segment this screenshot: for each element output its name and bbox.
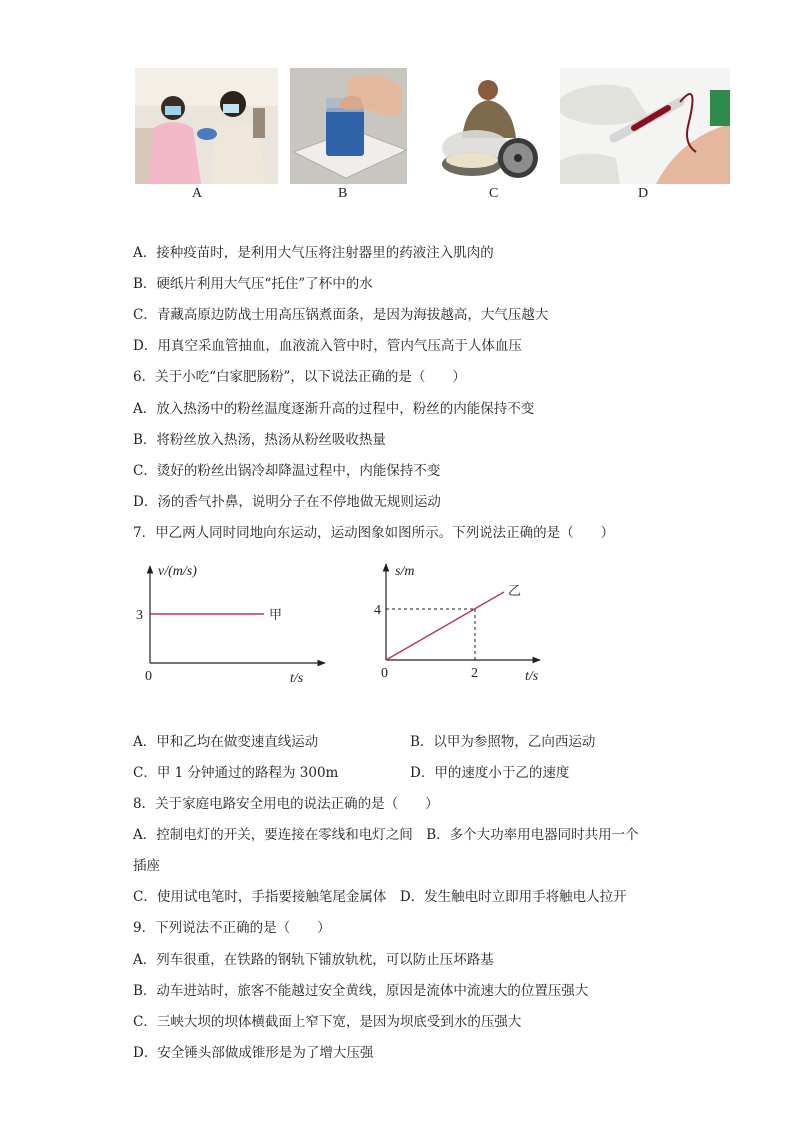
- q7-stem: 7．甲乙两人同时同地向东运动，运动图象如图所示。下列说法正确的是（ ）: [133, 525, 615, 541]
- q9-option-d: D．安全锤头部做成锥形是为了增大压强: [133, 1045, 374, 1061]
- q7-option-a: A．甲和乙均在做变速直线运动: [133, 734, 319, 750]
- vt-origin: 0: [145, 669, 152, 684]
- q6-option-a: A．放入热汤中的粉丝温度逐渐升高的过程中，粉丝的内能保持不变: [133, 401, 535, 417]
- q5-option-d: D．用真空采血管抽血，血液流入管中时，管内气压高于人体血压: [133, 338, 522, 354]
- st-series-label: 乙: [508, 584, 522, 599]
- photo-b-label: B: [338, 186, 348, 201]
- q8-stem: 8．关于家庭电路安全用电的说法正确的是（ ）: [133, 796, 439, 812]
- q6-option-b: B．将粉丝放入热汤，热汤从粉丝吸收热量: [133, 432, 386, 448]
- graph-velocity-time: [130, 558, 330, 688]
- st-x-tick: 2: [471, 666, 478, 681]
- vt-series-label: 甲: [269, 608, 283, 623]
- q9-option-a: A．列车很重，在铁路的钢轨下铺放轨枕，可以防止压坏路基: [133, 952, 494, 968]
- st-origin: 0: [381, 666, 388, 681]
- q5-option-b: B．硬纸片利用大气压“托住”了杯中的水: [133, 276, 373, 292]
- q7-option-c: C．甲 1 分钟通过的路程为 300m: [133, 765, 339, 781]
- photo-blood-draw: [560, 68, 730, 184]
- q6-option-c: C．烫好的粉丝出锅冷却降温过程中，内能保持不变: [133, 463, 441, 479]
- q5-option-a: A．接种疫苗时，是利用大气压将注射器里的药液注入肌肉的: [133, 245, 494, 261]
- photo-c-label: C: [489, 186, 499, 201]
- q8-options-cd: C．使用试电笔时，手指要接触笔尾金属体 D．发生触电时立即用手将触电人拉开: [133, 889, 627, 905]
- st-series-line: [386, 592, 504, 660]
- q9-stem: 9．下列说法不正确的是（ ）: [133, 920, 331, 936]
- q7-option-b: B．以甲为参照物，乙向西运动: [410, 734, 596, 750]
- st-y-label: s/m: [395, 564, 415, 579]
- photo-cup-paper: [290, 68, 407, 184]
- q9-option-b: B．动车进站时，旅客不能越过安全黄线，原因是流体中流速大的位置压强大: [133, 983, 589, 999]
- photo-a-label: A: [192, 186, 203, 201]
- photo-pressure-cooker: [432, 68, 544, 184]
- q9-option-c: C．三峡大坝的坝体横截面上窄下宽，是因为坝底受到水的压强大: [133, 1014, 522, 1030]
- vt-y-tick: 3: [136, 608, 143, 623]
- q8-options-ab: A．控制电灯的开关，要连接在零线和电灯之间 B．多个大功率用电器同时共用一个: [133, 827, 639, 843]
- vt-y-label: v/(m/s): [158, 564, 197, 579]
- vt-x-label: t/s: [290, 671, 304, 686]
- q6-stem: 6．关于小吃“白家肥肠粉”，以下说法正确的是（ ）: [133, 369, 466, 385]
- st-x-label: t/s: [525, 669, 539, 684]
- graph-distance-time: [368, 558, 553, 688]
- st-y-tick: 4: [374, 603, 381, 618]
- q7-option-d: D．甲的速度小于乙的速度: [410, 765, 570, 781]
- photo-vaccination: [135, 68, 278, 184]
- q5-option-c: C．青藏高原边防战士用高压锅煮面条，是因为海拔越高，大气压越大: [133, 307, 549, 323]
- photo-d-label: D: [638, 186, 649, 201]
- q8-options-ab-wrap: 插座: [133, 858, 160, 874]
- q6-option-d: D．汤的香气扑鼻，说明分子在不停地做无规则运动: [133, 494, 441, 510]
